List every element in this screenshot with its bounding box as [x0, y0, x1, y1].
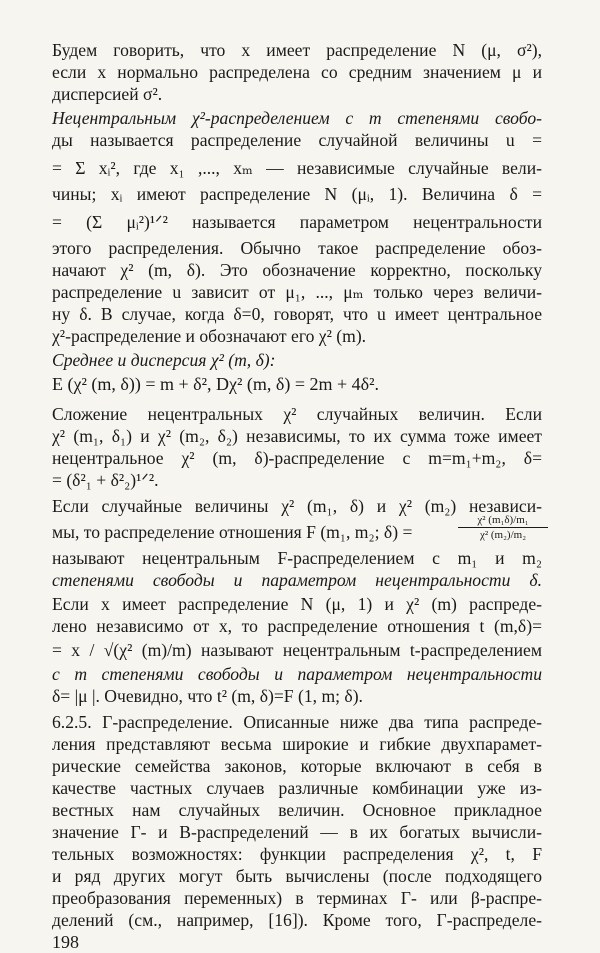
text-line: ления представляют весьма широкие и гибкие двухпарамет-	[52, 734, 542, 754]
text-line: называют нецентральным F-распределением с m₁ и m₂	[52, 548, 542, 568]
text-line: качестве частных случаев различные комбинации уже из-	[52, 778, 542, 798]
formula-mean-variance: E (χ² (m, δ)) = m + δ², Dχ² (m, δ) = 2m + 4δ².	[52, 374, 380, 394]
text-line: вестных нам случайных величин. Основное прикладное	[52, 800, 542, 820]
page-number: 198	[52, 932, 79, 952]
text-line: значение Г- и В-распределений — в их богатых вычисли-	[52, 822, 542, 842]
text-line: = Σ xᵢ², где x₁ ,..., xₘ — независимые случайные вели-	[52, 158, 542, 178]
text-line: χ²-распределение и обозначают его χ² (m).	[52, 326, 367, 346]
text-line: если x нормально распределена со средним значением μ и	[52, 62, 542, 82]
text-line: тельных возможностях: функции распределения χ², t, F	[52, 844, 542, 864]
text-line: ды называется распределение случайной величины u =	[52, 130, 542, 150]
text-line: Нецентральным χ²-распределением с m степенями свобо-	[52, 108, 542, 128]
fraction-denominator: χ² (m₂)/m₂	[479, 529, 527, 541]
text-line: преобразования переменных) в терминах Г- или β-распре-	[52, 888, 542, 908]
text-line: этого распределения. Обычно такое распределение обоз-	[52, 238, 542, 258]
text-line: рические семейства законов, которые включают в себя в	[52, 756, 542, 776]
text-line: Будем говорить, что x имеет распределение N (μ, σ²),	[52, 40, 542, 60]
text-line: = (δ²₁ + δ²₂)¹ᐟ².	[52, 470, 159, 490]
text-line: с m степенями свободы и параметром нецентральности	[52, 664, 542, 684]
text-line: = (Σ μᵢ²)¹ᐟ² называется параметром нецентральности	[52, 212, 542, 232]
text-line: и ряд других могут быть вычислены (после подходящего	[52, 866, 542, 886]
text-line: мы, то распределение отношения F (m₁, m₂; δ) =	[52, 522, 413, 542]
text-line: нецентральное χ² (m, δ)-распределение с m=m₁+m₂, δ=	[52, 448, 542, 468]
text-line: распределение u зависит от μ₁, ..., μₘ только через величи-	[52, 282, 542, 302]
text-line: начают χ² (m, δ). Это обозначение корректно, поскольку	[52, 260, 542, 280]
text-line: Если x имеет распределение N (μ, 1) и χ² (m) распреде-	[52, 594, 542, 614]
text-line: чины; xᵢ имеют распределение N (μᵢ, 1). Величина δ =	[52, 184, 542, 204]
section-heading-italic: Сложение нецентральных χ² случайных величин. Если	[52, 404, 542, 424]
fraction-numerator: χ² (m₁δ)/m₁	[458, 514, 548, 528]
text-line: дисперсией σ².	[52, 84, 163, 104]
text-line: = x / √(χ² (m)/m) называют нецентральным t-распределением	[52, 640, 542, 660]
text-line: Среднее и дисперсия χ² (m, δ):	[52, 350, 276, 370]
text-line: Если случайные величины χ² (m₁, δ) и χ² (m₂) независи-	[52, 496, 542, 516]
section-heading: 6.2.5. Г-распределение. Описанные ниже два типа распреде-	[52, 712, 542, 732]
text-line: лено независимо от x, то распределение отношения t (m,δ)=	[52, 616, 542, 636]
text-line: δ= |μ |. Очевидно, что t² (m, δ)=F (1, m; δ).	[52, 686, 363, 706]
text-line: χ² (m₁, δ₁) и χ² (m₂, δ₂) независимы, то их сумма тоже имеет	[52, 426, 542, 446]
text-line: делений (см., например, [16]). Кроме того, Г-распределе-	[52, 910, 542, 930]
text-line: ну δ. В случае, когда δ=0, говорят, что u имеет центральное	[52, 304, 542, 324]
text-line: степенями свободы и параметром нецентральности δ.	[52, 570, 542, 590]
